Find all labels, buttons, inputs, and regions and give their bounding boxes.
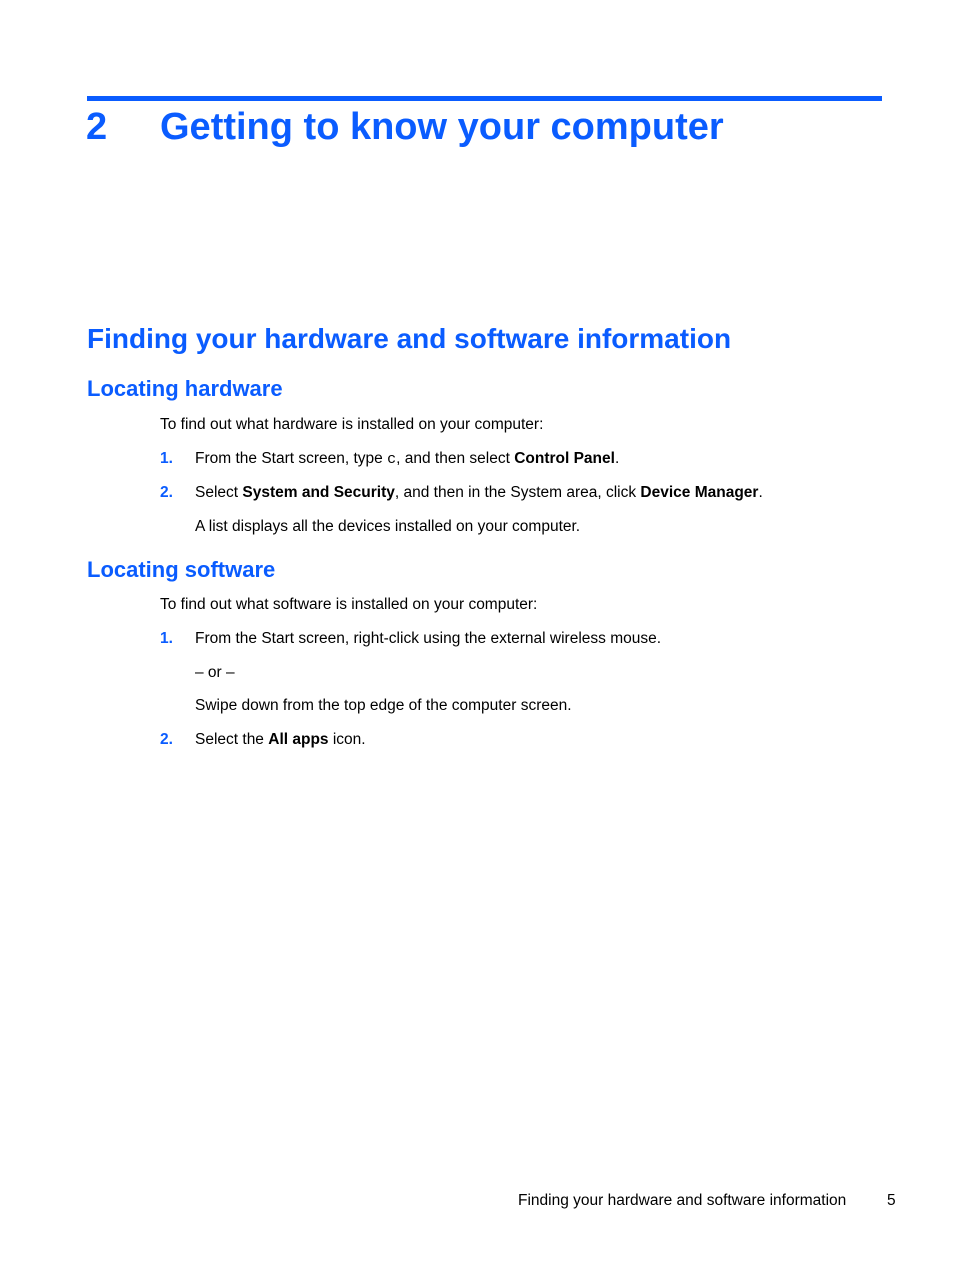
software-step2-text: Select the All apps icon.	[195, 731, 366, 748]
hardware-heading: Locating hardware	[87, 376, 283, 401]
hardware-step1-code: c	[387, 451, 397, 468]
hardware-step1-number: 1.	[160, 450, 173, 467]
control-panel-label: Control Panel	[514, 450, 615, 467]
system-security-label: System and Security	[242, 484, 395, 501]
software-step1-number: 1.	[160, 630, 173, 647]
hardware-step2-note: A list displays all the devices installed on your computer.	[195, 518, 581, 535]
software-step1-alt: Swipe down from the top edge of the computer screen.	[195, 697, 572, 714]
software-step2-number: 2.	[160, 731, 173, 748]
all-apps-label: All apps	[268, 731, 329, 748]
software-heading: Locating software	[87, 557, 276, 582]
hardware-step2-text: Select System and Security, and then in the System area, click Device Manager.	[195, 484, 763, 501]
device-manager-label: Device Manager	[640, 484, 759, 501]
software-step1-text: From the Start screen, right-click using the external wireless mouse.	[195, 630, 662, 647]
chapter-rule	[87, 96, 882, 101]
chapter-number: 2	[86, 106, 108, 148]
software-intro: To find out what software is installed on your computer:	[160, 596, 538, 613]
software-step1-or: – or –	[195, 664, 235, 681]
section-title: Finding your hardware and software information	[87, 323, 732, 354]
hardware-step1-text: From the Start screen, type c, and then select Control Panel.	[195, 450, 620, 468]
chapter-title: Getting to know your computer	[160, 106, 724, 148]
footer-title: Finding your hardware and software information	[518, 1192, 847, 1209]
hardware-step2-number: 2.	[160, 484, 173, 501]
hardware-intro: To find out what hardware is installed on your computer:	[160, 416, 544, 433]
page-number: 5	[887, 1192, 896, 1209]
